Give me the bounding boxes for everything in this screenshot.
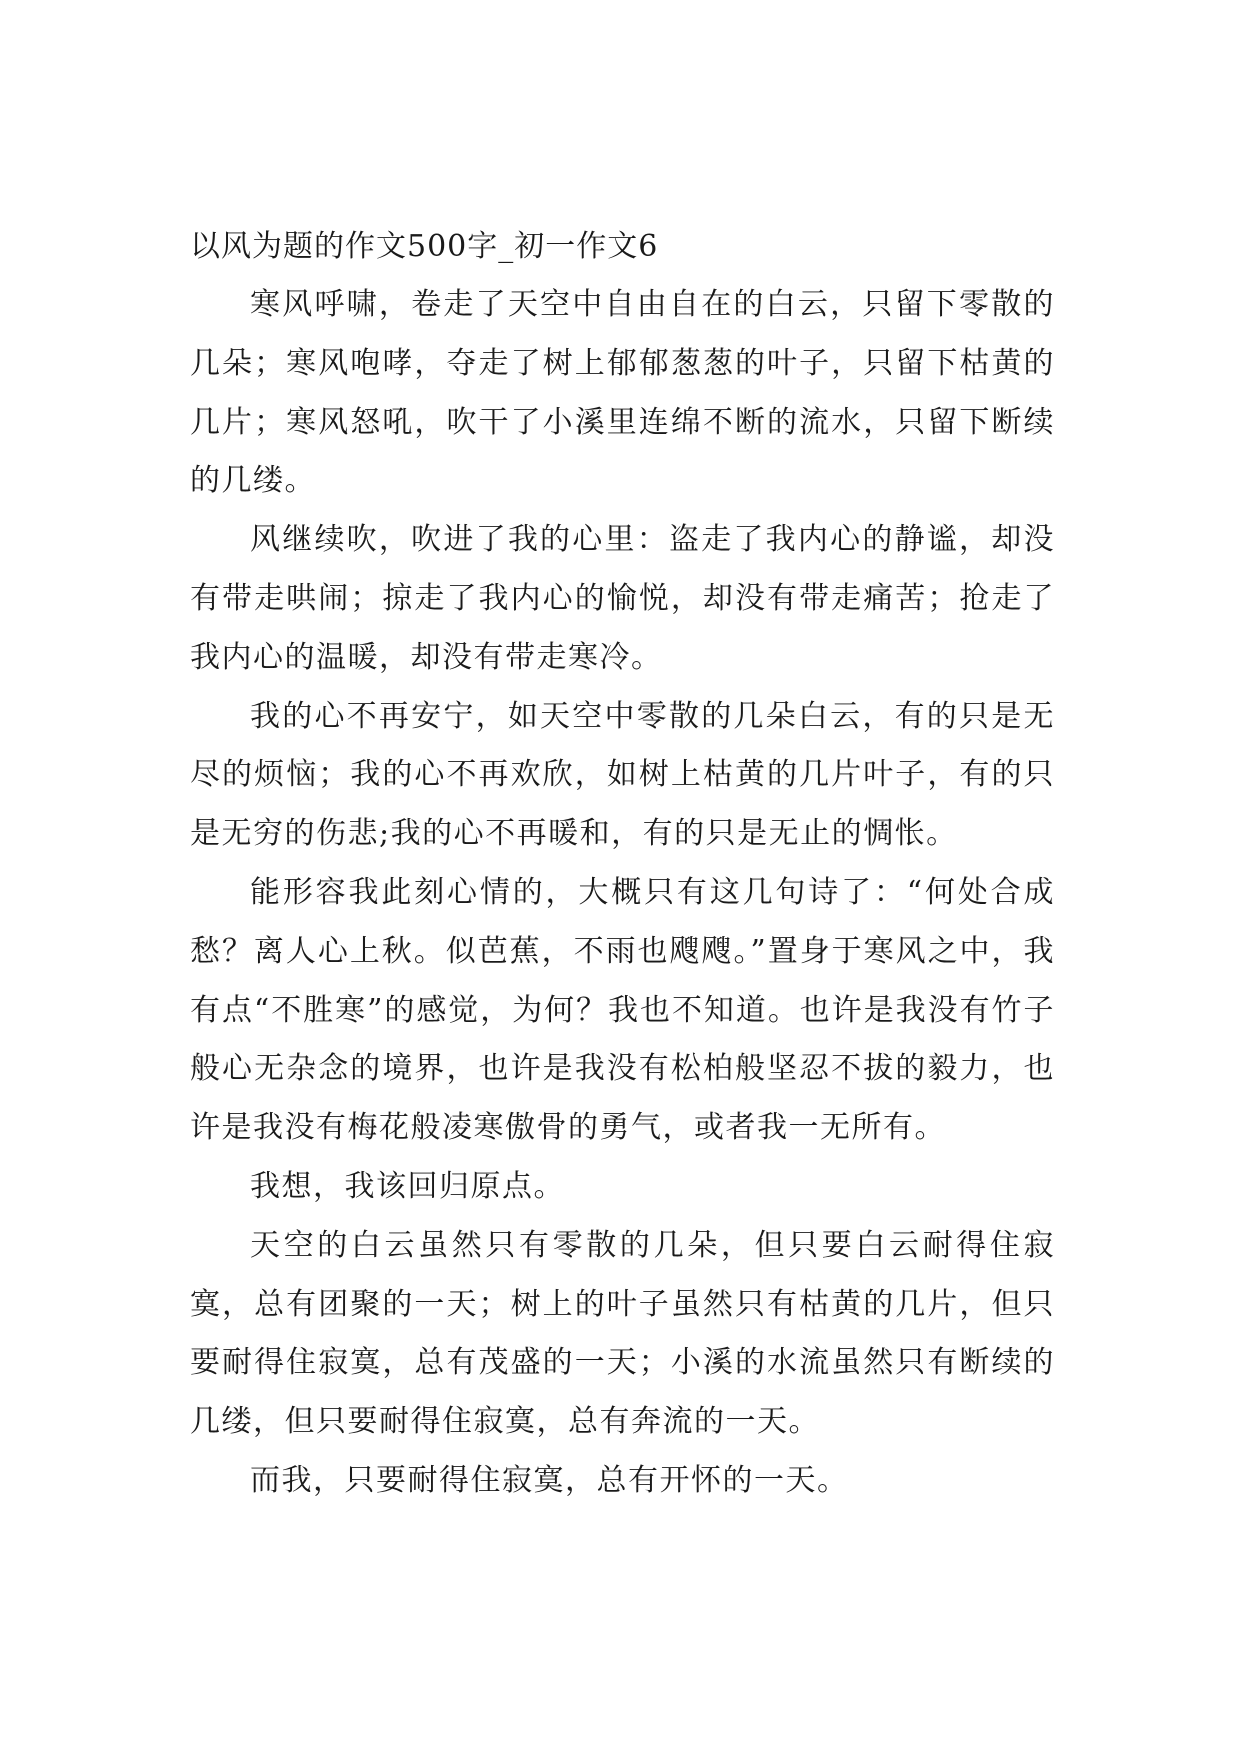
paragraph-7: 而我，只要耐得住寂寞，总有开怀的一天。 — [250, 1462, 849, 1498]
paragraph-1: 寒风呼啸，卷走了天空中自由自在的白云，只留下零散的几朵；寒风咆哮，夺走了树上郁郁葱葱的叶子，只留下枯黄的几片；寒风怒吼，吹干了小溪里连绵不断的流水，只留下断续的几缕。 — [190, 287, 1055, 499]
paragraph-4: 能形容我此刻心情的，大概只有这几句诗了：“何处合成愁？离人心上秋。似芭蕉，不雨也飕飕。”置身于寒风之中，我有点“不胜寒”的感觉，为何？我也不知道。也许是我没有竹子般心无杂念的境界，也许是我没有松柏般坚忍不拔的毅力，也许是我没有梅花般凌寒傲骨的勇气，或者我一无所有。 — [190, 874, 1055, 1146]
paragraph-5: 我想，我该回归原点。 — [250, 1168, 565, 1204]
essay-title: 以风为题的作文500字_初一作文6 — [190, 229, 659, 264]
essay-body — [190, 218, 1055, 1511]
paragraph-2: 风继续吹，吹进了我的心里：盗走了我内心的静谧，却没有带走哄闹；掠走了我内心的愉悦，却没有带走痛苦；抢走了我内心的温暖，却没有带走寒冷。 — [190, 522, 1055, 675]
paragraph-6: 天空的白云虽然只有零散的几朵，但只要白云耐得住寂寞，总有团聚的一天；树上的叶子虽然只有枯黄的几片，但只要耐得住寂寞，总有茂盛的一天；小溪的水流虽然只有断续的几缕，但只要耐得住寂寞，总有奔流的一天。 — [190, 1227, 1055, 1440]
paragraph-3: 我的心不再安宁，如天空中零散的几朵白云，有的只是无尽的烦恼；我的心不再欢欣，如树上枯黄的几片叶子，有的只是无穷的伤悲;我的心不再暖和，有的只是无止的惆怅。 — [190, 698, 1055, 852]
